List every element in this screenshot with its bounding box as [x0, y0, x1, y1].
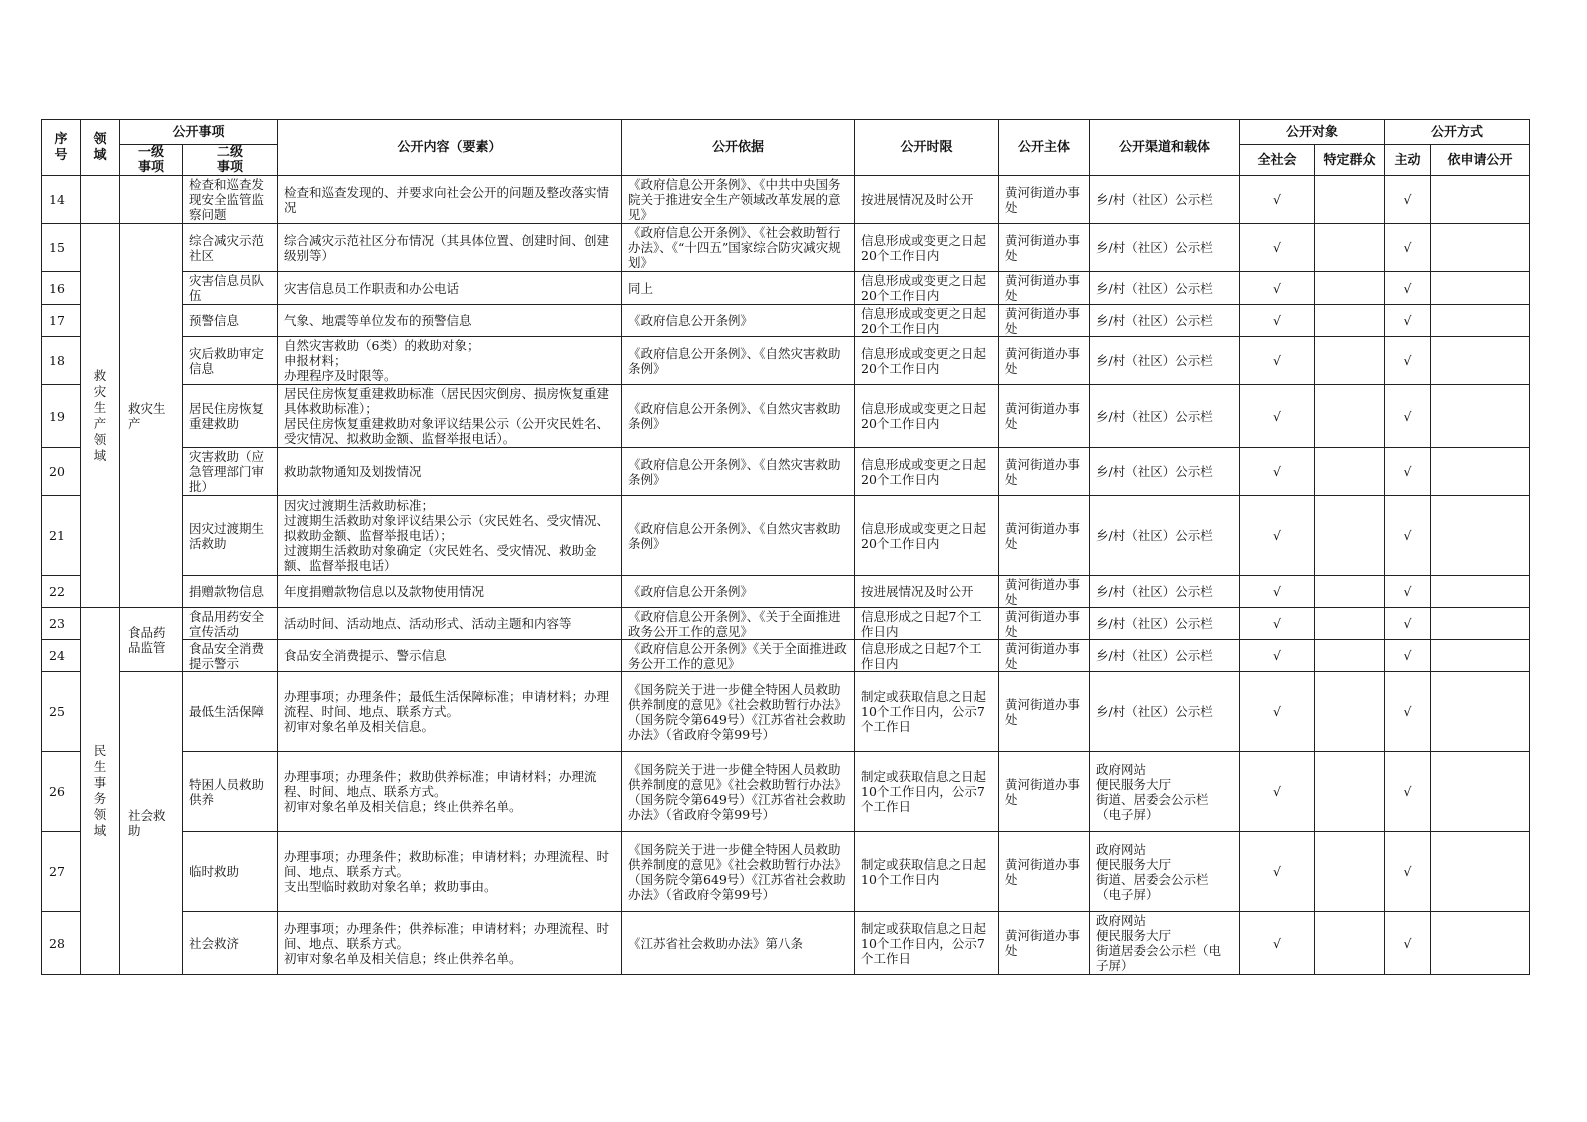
- table-body: [42, 176, 1530, 975]
- row-content: 综合减灾示范社区分布情况（其具体位置、创建时间、创建级别等）: [278, 224, 622, 272]
- header-method-group: 公开方式: [1385, 120, 1530, 145]
- row-target-specific: [1315, 385, 1385, 448]
- row-basis: 《国务院关于进一步健全特困人员救助供养制度的意见》《社会救助暂行办法》（国务院令第649号）《江苏省社会救助办法》（省政府令第99号）: [622, 672, 855, 752]
- row-channel: 乡/村（社区）公示栏: [1090, 576, 1240, 608]
- row-channel: 政府网站 便民服务大厅 街道、居委会公示栏（电子屏）: [1090, 832, 1240, 912]
- row-basis: 同上: [622, 272, 855, 305]
- row-subject: 黄河街道办事处: [999, 305, 1090, 337]
- row-target-all: √: [1240, 672, 1315, 752]
- row-method-active: √: [1385, 448, 1431, 496]
- row-seq: 20: [42, 448, 81, 496]
- row-content: 自然灾害救助（6类）的救助对象； 申报材料； 办理程序及时限等。: [278, 337, 622, 385]
- row-method-active: √: [1385, 337, 1431, 385]
- row-time: 按进展情况及时公开: [855, 176, 999, 224]
- row-seq: 14: [42, 176, 81, 224]
- row-method-apply: [1431, 608, 1530, 640]
- row-subject: 黄河街道办事处: [999, 912, 1090, 975]
- header-content: 公开内容（要素）: [278, 120, 622, 176]
- header-method-apply: 依申请公开: [1431, 145, 1530, 176]
- row-basis: 《国务院关于进一步健全特困人员救助供养制度的意见》《社会救助暂行办法》（国务院令第649号）《江苏省社会救助办法》（省政府令第99号）: [622, 752, 855, 832]
- row-target-all: √: [1240, 576, 1315, 608]
- row-basis: 《政府信息公开条例》、《自然灾害救助条例》: [622, 448, 855, 496]
- header-time-limit: 公开时限: [855, 120, 999, 176]
- row-subject: 黄河街道办事处: [999, 385, 1090, 448]
- row-channel: 政府网站 便民服务大厅 街道居委会公示栏（电子屏）: [1090, 912, 1240, 975]
- row-method-apply: [1431, 496, 1530, 576]
- row-subject: 黄河街道办事处: [999, 832, 1090, 912]
- header-basis: 公开依据: [622, 120, 855, 176]
- row-time: 制定或获取信息之日起10个工作日内，公示7个工作日: [855, 752, 999, 832]
- row-basis: 《政府信息公开条例》: [622, 305, 855, 337]
- header-target-group: 公开对象: [1240, 120, 1385, 145]
- row-method-active: √: [1385, 176, 1431, 224]
- row-basis: 《江苏省社会救助办法》第八条: [622, 912, 855, 975]
- table-row: [42, 272, 1530, 305]
- row-seq: 25: [42, 672, 81, 752]
- disclosure-table: [41, 119, 1530, 975]
- table-row: [42, 912, 1530, 975]
- header-subject: 公开主体: [999, 120, 1090, 176]
- row-content: 居民住房恢复重建救助标准（居民因灾倒房、损房恢复重建具体救助标准）； 居民住房恢复重建救助对象评议结果公示（公开灾民姓名、受灾情况、拟救助金额、监督举报电话）。: [278, 385, 622, 448]
- table-row: [42, 832, 1530, 912]
- row-basis: 《政府信息公开条例》《关于全面推进政务公开工作的意见》: [622, 640, 855, 672]
- row-method-active: √: [1385, 672, 1431, 752]
- row-basis: 《政府信息公开条例》、《自然灾害救助条例》: [622, 496, 855, 576]
- row-item: 食品安全消费提示警示: [183, 640, 278, 672]
- row-item: 因灾过渡期生活救助: [183, 496, 278, 576]
- row-content: 办理事项；办理条件；供养标准；申请材料；办理流程、时间、地点、联系方式。 初审对象名单及相关信息；终止供养名单。: [278, 912, 622, 975]
- row-seq: 16: [42, 272, 81, 305]
- row-item: 灾后救助审定信息: [183, 337, 278, 385]
- header-channel: 公开渠道和载体: [1090, 120, 1240, 176]
- table-row: [42, 385, 1530, 448]
- row-channel: 乡/村（社区）公示栏: [1090, 496, 1240, 576]
- row-item: 预警信息: [183, 305, 278, 337]
- row-target-specific: [1315, 672, 1385, 752]
- row-method-active: √: [1385, 576, 1431, 608]
- row-channel: 乡/村（社区）公示栏: [1090, 337, 1240, 385]
- row-method-active: √: [1385, 608, 1431, 640]
- header-method-active: 主动: [1385, 145, 1431, 176]
- row-subject: 黄河街道办事处: [999, 672, 1090, 752]
- row-method-active: √: [1385, 385, 1431, 448]
- row-subject: 黄河街道办事处: [999, 640, 1090, 672]
- row-seq: 22: [42, 576, 81, 608]
- row-target-specific: [1315, 576, 1385, 608]
- header-domain: 领域: [81, 120, 120, 176]
- row-method-apply: [1431, 385, 1530, 448]
- row-content: 办理事项；办理条件；最低生活保障标准；申请材料；办理流程、时间、地点、联系方式。 初审对象名单及相关信息。: [278, 672, 622, 752]
- row-subject: 黄河街道办事处: [999, 176, 1090, 224]
- row-subject: 黄河街道办事处: [999, 752, 1090, 832]
- row-target-specific: [1315, 640, 1385, 672]
- row-method-active: √: [1385, 496, 1431, 576]
- row-channel: 乡/村（社区）公示栏: [1090, 272, 1240, 305]
- row-subject: 黄河街道办事处: [999, 272, 1090, 305]
- row-basis: 《政府信息公开条例》、《中共中央国务院关于推进安全生产领域改革发展的意见》: [622, 176, 855, 224]
- row-method-active: √: [1385, 832, 1431, 912]
- row-method-active: √: [1385, 752, 1431, 832]
- row-target-all: √: [1240, 832, 1315, 912]
- row-content: 因灾过渡期生活救助标准； 过渡期生活救助对象评议结果公示（灾民姓名、受灾情况、拟救助金额、监督举报电话）； 过渡期生活救助对象确定（灾民姓名、受灾情况、救助金额、监督举报电话）: [278, 496, 622, 576]
- row-target-specific: [1315, 608, 1385, 640]
- row-target-all: √: [1240, 640, 1315, 672]
- row-seq: 28: [42, 912, 81, 975]
- level1-cell-food: 食品药品监管: [120, 608, 183, 672]
- row-subject: 黄河街道办事处: [999, 224, 1090, 272]
- row-content: 年度捐赠款物信息以及款物使用情况: [278, 576, 622, 608]
- row-method-apply: [1431, 640, 1530, 672]
- row-time: 信息形成之日起7个工作日内: [855, 608, 999, 640]
- row-channel: 乡/村（社区）公示栏: [1090, 385, 1240, 448]
- row-channel: 政府网站 便民服务大厅 街道、居委会公示栏（电子屏）: [1090, 752, 1240, 832]
- domain-cell-disaster: 救灾生产领域: [81, 224, 120, 608]
- row-method-apply: [1431, 272, 1530, 305]
- row-method-apply: [1431, 224, 1530, 272]
- row-item: 综合减灾示范社区: [183, 224, 278, 272]
- row-subject: 黄河街道办事处: [999, 496, 1090, 576]
- row-item: 最低生活保障: [183, 672, 278, 752]
- row-method-active: √: [1385, 272, 1431, 305]
- table-row: [42, 305, 1530, 337]
- row-item: 检查和巡查发现安全监管监察问题: [183, 176, 278, 224]
- row-method-apply: [1431, 176, 1530, 224]
- table-row: [42, 640, 1530, 672]
- row-seq: 17: [42, 305, 81, 337]
- row-channel: 乡/村（社区）公示栏: [1090, 608, 1240, 640]
- table-row: [42, 672, 1530, 752]
- row-channel: 乡/村（社区）公示栏: [1090, 640, 1240, 672]
- row-time: 制定或获取信息之日起10个工作日内: [855, 832, 999, 912]
- row-time: 信息形成或变更之日起20个工作日内: [855, 224, 999, 272]
- header-seq: 序号: [42, 120, 81, 176]
- row-time: 制定或获取信息之日起10个工作日内，公示7个工作日: [855, 672, 999, 752]
- row-item: 居民住房恢复重建救助: [183, 385, 278, 448]
- row-target-specific: [1315, 224, 1385, 272]
- row-item: 捐赠款物信息: [183, 576, 278, 608]
- row-basis: 《政府信息公开条例》、《社会救助暂行办法》、《“十四五”国家综合防灾减灾规划》: [622, 224, 855, 272]
- row-target-all: √: [1240, 305, 1315, 337]
- row-target-all: √: [1240, 176, 1315, 224]
- row-basis: 《政府信息公开条例》、《自然灾害救助条例》: [622, 385, 855, 448]
- header-level2: 二级事项: [183, 145, 278, 176]
- header-item-group: 公开事项: [120, 120, 278, 145]
- row-target-all: √: [1240, 224, 1315, 272]
- row-channel: 乡/村（社区）公示栏: [1090, 448, 1240, 496]
- row-content: 救助款物通知及划拨情况: [278, 448, 622, 496]
- row-subject: 黄河街道办事处: [999, 337, 1090, 385]
- row-method-active: √: [1385, 224, 1431, 272]
- row-content: 食品安全消费提示、警示信息: [278, 640, 622, 672]
- row-seq: 15: [42, 224, 81, 272]
- row-time: 制定或获取信息之日起10个工作日内，公示7个工作日: [855, 912, 999, 975]
- row-basis: 《政府信息公开条例》、《自然灾害救助条例》: [622, 337, 855, 385]
- row-seq: 21: [42, 496, 81, 576]
- row-target-specific: [1315, 752, 1385, 832]
- row-channel: 乡/村（社区）公示栏: [1090, 305, 1240, 337]
- row-target-all: √: [1240, 448, 1315, 496]
- row-time: 按进展情况及时公开: [855, 576, 999, 608]
- row-method-active: √: [1385, 305, 1431, 337]
- header-target-all: 全社会: [1240, 145, 1315, 176]
- row-seq: 18: [42, 337, 81, 385]
- row-method-apply: [1431, 576, 1530, 608]
- row-target-all: √: [1240, 752, 1315, 832]
- row-target-all: √: [1240, 385, 1315, 448]
- row-time: 信息形成或变更之日起20个工作日内: [855, 305, 999, 337]
- row-method-apply: [1431, 832, 1530, 912]
- table-row: [42, 576, 1530, 608]
- row-seq: 24: [42, 640, 81, 672]
- row-target-specific: [1315, 337, 1385, 385]
- row-content: 办理事项；办理条件；救助供养标准；申请材料；办理流程、时间、地点、联系方式。 初审对象名单及相关信息；终止供养名单。: [278, 752, 622, 832]
- domain-cell-livelihood: 民生事务领域: [81, 608, 120, 975]
- row-content: 办理事项；办理条件；救助标准；申请材料；办理流程、时间、地点、联系方式。 支出型临时救助对象名单；救助事由。: [278, 832, 622, 912]
- row-time: 信息形成或变更之日起20个工作日内: [855, 272, 999, 305]
- table-row: [42, 608, 1530, 640]
- row-target-specific: [1315, 832, 1385, 912]
- table-row: [42, 337, 1530, 385]
- row-basis: 《政府信息公开条例》、《关于全面推进政务公开工作的意见》: [622, 608, 855, 640]
- row-target-specific: [1315, 496, 1385, 576]
- row-target-all: √: [1240, 337, 1315, 385]
- row-target-specific: [1315, 448, 1385, 496]
- row-channel: 乡/村（社区）公示栏: [1090, 224, 1240, 272]
- level1-cell-prev: [120, 176, 183, 224]
- row-target-all: √: [1240, 608, 1315, 640]
- row-content: 气象、地震等单位发布的预警信息: [278, 305, 622, 337]
- row-method-apply: [1431, 305, 1530, 337]
- row-item: 临时救助: [183, 832, 278, 912]
- table-row: [42, 752, 1530, 832]
- table-row: [42, 448, 1530, 496]
- domain-cell-prev: [81, 176, 120, 224]
- row-target-all: √: [1240, 496, 1315, 576]
- row-method-apply: [1431, 337, 1530, 385]
- table-header: [42, 120, 1530, 176]
- row-target-specific: [1315, 305, 1385, 337]
- row-method-apply: [1431, 448, 1530, 496]
- row-item: 灾害信息员队伍: [183, 272, 278, 305]
- row-method-active: √: [1385, 912, 1431, 975]
- row-time: 信息形成之日起7个工作日内: [855, 640, 999, 672]
- row-target-all: √: [1240, 272, 1315, 305]
- row-content: 灾害信息员工作职责和办公电话: [278, 272, 622, 305]
- row-target-specific: [1315, 272, 1385, 305]
- row-subject: 黄河街道办事处: [999, 448, 1090, 496]
- row-item: 食品用药安全宣传活动: [183, 608, 278, 640]
- row-seq: 19: [42, 385, 81, 448]
- row-seq: 23: [42, 608, 81, 640]
- row-method-apply: [1431, 912, 1530, 975]
- row-time: 信息形成或变更之日起20个工作日内: [855, 448, 999, 496]
- row-time: 信息形成或变更之日起20个工作日内: [855, 385, 999, 448]
- table-row: [42, 496, 1530, 576]
- table-row: [42, 224, 1530, 272]
- row-time: 信息形成或变更之日起20个工作日内: [855, 496, 999, 576]
- row-time: 信息形成或变更之日起20个工作日内: [855, 337, 999, 385]
- header-level1: 一级事项: [120, 145, 183, 176]
- row-target-all: √: [1240, 912, 1315, 975]
- row-seq: 26: [42, 752, 81, 832]
- row-basis: 《国务院关于进一步健全特困人员救助供养制度的意见》《社会救助暂行办法》（国务院令第649号）《江苏省社会救助办法》（省政府令第99号）: [622, 832, 855, 912]
- row-seq: 27: [42, 832, 81, 912]
- row-method-active: √: [1385, 640, 1431, 672]
- row-content: 活动时间、活动地点、活动形式、活动主题和内容等: [278, 608, 622, 640]
- row-method-apply: [1431, 672, 1530, 752]
- table-row: [42, 176, 1530, 224]
- row-subject: 黄河街道办事处: [999, 608, 1090, 640]
- row-channel: 乡/村（社区）公示栏: [1090, 176, 1240, 224]
- row-target-specific: [1315, 176, 1385, 224]
- row-subject: 黄河街道办事处: [999, 576, 1090, 608]
- row-target-specific: [1315, 912, 1385, 975]
- level1-cell-disaster: 救灾生产: [120, 224, 183, 608]
- row-content: 检查和巡查发现的、并要求向社会公开的问题及整改落实情况: [278, 176, 622, 224]
- row-item: 社会救济: [183, 912, 278, 975]
- row-basis: 《政府信息公开条例》: [622, 576, 855, 608]
- row-item: 灾害救助（应急管理部门审批）: [183, 448, 278, 496]
- header-target-specific: 特定群众: [1315, 145, 1385, 176]
- row-method-apply: [1431, 752, 1530, 832]
- level1-cell-assistance: 社会救助: [120, 672, 183, 975]
- row-channel: 乡/村（社区）公示栏: [1090, 672, 1240, 752]
- row-item: 特困人员救助供养: [183, 752, 278, 832]
